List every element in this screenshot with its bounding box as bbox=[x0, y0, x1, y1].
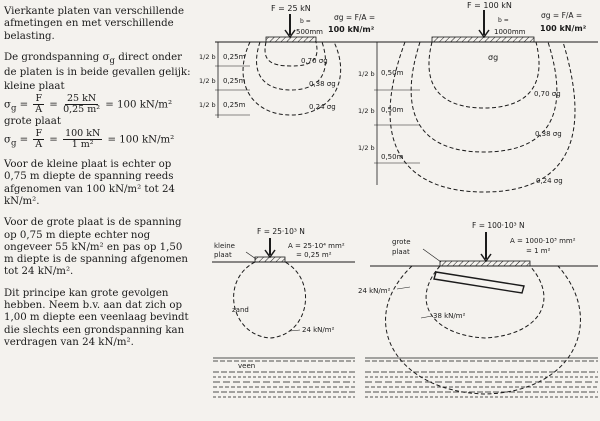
depth-label: 0,25m bbox=[223, 77, 246, 85]
peat-layer bbox=[213, 358, 598, 397]
half-b-label: 1/2 b bbox=[358, 144, 375, 152]
area-label: A = 25·10⁴ mm² bbox=[288, 242, 345, 250]
sigma-subscript: g bbox=[109, 55, 115, 66]
isobar-24 bbox=[234, 262, 306, 338]
ground-stress-text-a: De grondspanning σ bbox=[4, 51, 110, 63]
leader-line bbox=[423, 249, 441, 262]
frac-den-value: 1 m² bbox=[71, 139, 94, 151]
small-plate bbox=[266, 37, 316, 42]
area-label: = 0,25 m² bbox=[296, 251, 332, 259]
eq-equals: = bbox=[16, 99, 32, 111]
leader-line bbox=[397, 287, 410, 289]
force-label: F = 100·10³ N bbox=[472, 221, 525, 230]
stress-diagrams bbox=[195, 0, 600, 421]
depth-label: 0,25m bbox=[223, 101, 246, 109]
half-b-label: 1/2 b bbox=[199, 101, 216, 109]
large-plate bbox=[432, 37, 534, 42]
large-plate-equation bbox=[4, 129, 194, 150]
b-label: b = bbox=[498, 17, 509, 24]
isobar-label-024: 0,24 σg bbox=[309, 103, 336, 111]
plate-label: grote bbox=[392, 238, 411, 246]
depth-label: 0,25m bbox=[223, 53, 246, 61]
frac-num: F bbox=[35, 92, 43, 104]
eq-sigma: σ bbox=[4, 99, 11, 111]
depth-label: 0,50m bbox=[381, 153, 404, 161]
isobar-label-070: 0,70 σg bbox=[534, 90, 561, 98]
small-plate-paragraph: Voor de kleine plaat is echter op 0,75 m diepte de spanning reeds afgenomen van 100 kN/m² tot 24 kN/m². bbox=[4, 159, 175, 207]
eq-sigma-sub: g bbox=[10, 103, 17, 114]
plate-label: plaat bbox=[392, 248, 410, 256]
frac-num: F bbox=[35, 128, 43, 140]
leader-line bbox=[421, 316, 432, 318]
isobar-label: 24 kN/m² bbox=[302, 326, 335, 334]
half-b-label: 1/2 b bbox=[358, 70, 375, 78]
plate-label: kleine bbox=[214, 242, 235, 250]
isobar-024 bbox=[390, 42, 575, 192]
isobar-label-038: 0,38 σg bbox=[535, 130, 562, 138]
text-column bbox=[4, 6, 194, 358]
b-value: 500mm bbox=[296, 28, 323, 36]
small-plate-equation bbox=[4, 94, 194, 115]
area-label: A = 1000·10³ mm² bbox=[510, 237, 576, 245]
eq-equals: = bbox=[16, 134, 32, 146]
half-b-label: 1/2 b bbox=[358, 107, 375, 115]
depth-label: 0,50m bbox=[381, 106, 404, 114]
diagram-small-plate-peat bbox=[212, 227, 355, 370]
eq-sigma: σ bbox=[4, 134, 11, 146]
half-b-label: 1/2 b bbox=[199, 77, 216, 85]
isobar-label-024: 0,24 σg bbox=[536, 177, 563, 185]
frac-num-value: 100 kN bbox=[65, 128, 101, 140]
frac-den-value: 0,25 m² bbox=[63, 103, 101, 115]
soil-label: zand bbox=[232, 306, 249, 314]
fraction-f-over-a bbox=[33, 94, 44, 115]
isobar-label-24: 24 kN/m² bbox=[358, 287, 391, 295]
leader-line bbox=[246, 252, 256, 259]
frac-num-value: 25 kN bbox=[66, 92, 97, 104]
frac-den: A bbox=[35, 139, 43, 151]
force-label: F = 25 kN bbox=[271, 4, 311, 13]
force-label: F = 100 kN bbox=[467, 1, 512, 10]
eq-equals-2: = bbox=[49, 99, 62, 111]
sigma-center-label: σg bbox=[488, 53, 499, 62]
ground-stress-text-b: direct onder de platen is in beide gevallen gelijk: bbox=[4, 51, 191, 79]
b-label: b = bbox=[300, 18, 311, 25]
consequence-paragraph: Dit principe kan grote gevolgen hebben. Neem b.v. aan dat zich op 1,00 m diepte een veenlaag bevindt die slechts een grondspanning kan verdragen van 24 kN/m². bbox=[4, 287, 189, 348]
eq-result: = 100 kN/m² bbox=[104, 134, 175, 146]
diagram-small-plate-isobars bbox=[199, 4, 375, 118]
small-plate-label: kleine plaat bbox=[4, 80, 65, 92]
peat-label: veen bbox=[238, 362, 256, 370]
isobar-label-070: 0,70 σg bbox=[301, 57, 328, 65]
diagram-large-plate-peat bbox=[358, 221, 598, 394]
tilted-plate bbox=[434, 272, 524, 293]
isobar-070 bbox=[429, 42, 539, 108]
large-plate-paragraph: Voor de grote plaat is de spanning op 0,75 m diepte echter nog ongeveer 55 kN/m² en pas op 1,50 m diepte is de spanning afgenomen tot 24 kN/m². bbox=[4, 217, 188, 278]
sigma-value: 100 kN/m² bbox=[540, 24, 587, 33]
eq-equals-2: = bbox=[49, 134, 62, 146]
isobar-label-038: 0,38 σg bbox=[309, 80, 336, 88]
eq-result: = 100 kN/m² bbox=[102, 99, 173, 111]
frac-den: A bbox=[35, 103, 43, 115]
b-value: 1000mm bbox=[494, 28, 526, 36]
isobar-label-38: 38 kN/m² bbox=[433, 312, 466, 320]
large-plate-label: grote plaat bbox=[4, 115, 61, 127]
eq-sigma-sub: g bbox=[10, 138, 17, 149]
intro-paragraph: Vierkante platen van verschillende afmetingen en met verschillende belasting. bbox=[4, 6, 184, 42]
sigma-value: 100 kN/m² bbox=[328, 25, 375, 34]
sigma-formula: σg = F/A = bbox=[541, 11, 583, 20]
fraction-f-over-a bbox=[33, 129, 44, 150]
depth-label: 0,50m bbox=[381, 69, 404, 77]
force-label: F = 25·10³ N bbox=[257, 227, 305, 236]
sigma-formula: σg = F/A = bbox=[334, 13, 376, 22]
fraction-values bbox=[63, 129, 102, 150]
diagram-large-plate-isobars bbox=[358, 1, 598, 192]
large-plate bbox=[440, 261, 530, 266]
plate-label: plaat bbox=[214, 251, 232, 259]
area-label: = 1 m² bbox=[526, 247, 551, 255]
half-b-label: 1/2 b bbox=[199, 53, 216, 61]
ground-stress-paragraph bbox=[4, 52, 194, 150]
fraction-values bbox=[63, 94, 100, 115]
